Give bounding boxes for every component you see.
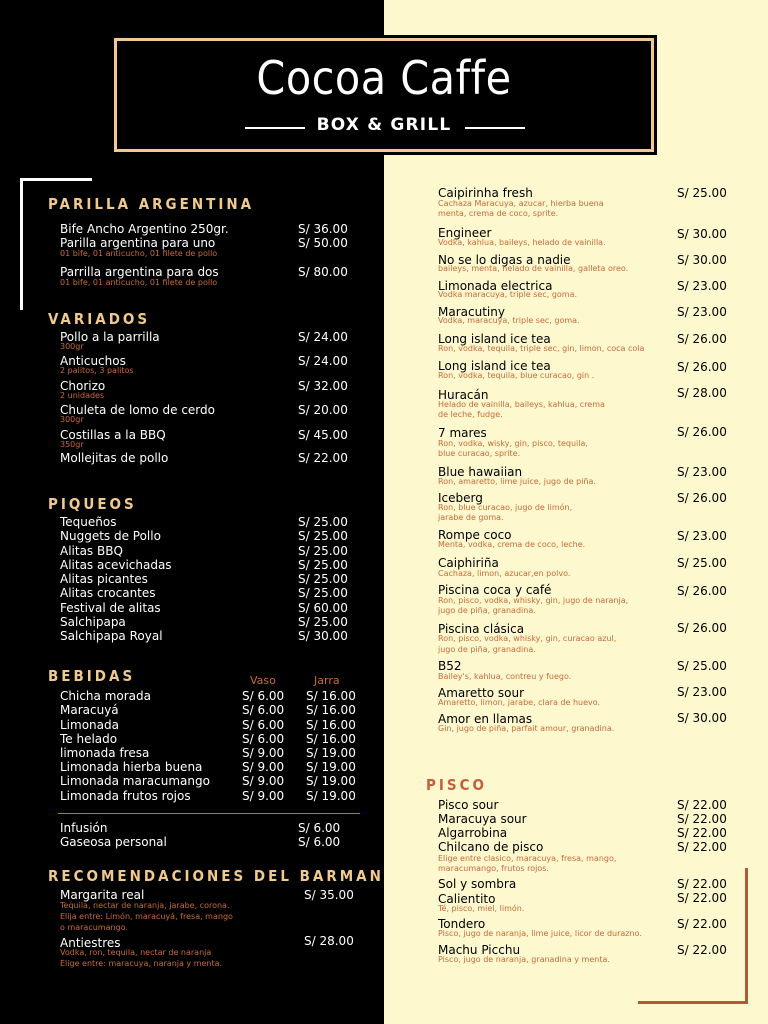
cocktail-description: Menta, vodka, crema de coco, leche. <box>438 540 586 549</box>
menu-item-price: S/ 45.00 <box>298 428 348 442</box>
brand-title: Cocoa Caffe <box>256 51 512 105</box>
cocktail-price: S/ 26.00 <box>677 621 727 635</box>
cocktail-name: Caipirinha fresh <box>438 186 533 200</box>
pisco-item-name: Calientito <box>438 892 496 906</box>
menu-item-name: Chuleta de lomo de cerdo <box>60 403 215 417</box>
menu-item-description: Elige entre: maracuya, naranja y menta. <box>60 959 223 968</box>
menu-item-price: S/ 25.00 <box>298 515 348 529</box>
cocktail-description: Ron, vodka, tequila, blue curacao, gin . <box>438 371 595 380</box>
menu-item-name: Alitas BBQ <box>60 544 123 558</box>
drink-price-vaso: S/ 9.00 <box>242 789 285 803</box>
pisco-item-description: Pisco, jugo de naranja, granadina y menta. <box>438 955 610 964</box>
pisco-item-name: Algarrobina <box>438 826 508 840</box>
cocktail-description: jugo de piña, granadina. <box>438 606 536 615</box>
cocktail-description: Ron, pisco, vodka, whisky, gin, jugo de naranja, <box>438 596 629 605</box>
cocktail-price: S/ 26.00 <box>677 360 727 374</box>
menu-item-price: S/ 20.00 <box>298 403 348 417</box>
pisco-item-name: Tondero <box>438 917 486 931</box>
menu-item-name: Alitas acevichadas <box>60 558 172 572</box>
menu-item-name: Alitas crocantes <box>60 586 156 600</box>
cocktail-name: B52 <box>438 659 462 673</box>
menu-item-price: S/ 25.00 <box>298 615 348 629</box>
pisco-item-name: Sol y sombra <box>438 877 517 891</box>
pisco-item-description: Té, pisco, miel, limón. <box>438 904 525 913</box>
menu-item-description: 2 unidades <box>60 391 105 400</box>
menu-item-name: Tequeños <box>60 515 117 529</box>
pisco-item-name: Machu Picchu <box>438 943 521 957</box>
drink-price-jarra: S/ 16.00 <box>306 689 356 703</box>
cocktail-name: Long island ice tea <box>438 359 551 373</box>
pisco-item-price: S/ 22.00 <box>677 917 727 931</box>
cocktail-name: Piscina coca y café <box>438 583 552 597</box>
menu-item-price: S/ 35.00 <box>304 888 354 902</box>
cocktail-price: S/ 26.00 <box>677 584 727 598</box>
cocktail-price: S/ 23.00 <box>677 685 727 699</box>
brand-header <box>114 38 654 152</box>
cocktail-name: Engineer <box>438 226 492 240</box>
drink-name: Gaseosa personal <box>60 835 167 849</box>
cocktail-description: jugo de piña, granadina. <box>438 645 536 654</box>
cocktail-price: S/ 30.00 <box>677 227 727 241</box>
menu-item-description: 01 bife, 01 anticucho, 01 filete de pollo <box>60 278 218 287</box>
cocktail-name: Blue hawaiian <box>438 465 523 479</box>
cocktail-price: S/ 23.00 <box>677 279 727 293</box>
cocktail-name: Huracán <box>438 388 489 402</box>
drink-name: Limonada frutos rojos <box>60 789 191 803</box>
cocktail-description: Vodka maracuya, triple sec, goma. <box>438 290 578 299</box>
drink-name: Limonada <box>60 718 119 732</box>
frame-corner-top-left-vertical <box>20 178 23 310</box>
menu-item-name: Anticuchos <box>60 354 126 368</box>
menu-item-price: S/ 25.00 <box>298 544 348 558</box>
menu-item-name: Nuggets de Pollo <box>60 529 161 543</box>
cocktail-description: Bailey's, kahlua, contreu y fuego. <box>438 672 572 681</box>
pisco-item-price: S/ 22.00 <box>677 826 727 840</box>
cocktail-description: baileys, menta, helado de vainilla, galleta oreo. <box>438 264 629 273</box>
column-header-jarra: Jarra <box>314 674 340 687</box>
cocktail-price: S/ 23.00 <box>677 465 727 479</box>
menu-item-price: S/ 80.00 <box>298 265 348 279</box>
cocktail-price: S/ 26.00 <box>677 332 727 346</box>
cocktail-name: Limonada electrica <box>438 279 553 293</box>
menu-item-name: Parilla argentina para uno <box>60 236 216 250</box>
section-divider <box>58 813 360 814</box>
cocktail-description: Cachaza Maracuya, azucar, hierba buena <box>438 199 604 208</box>
menu-item-name: Margarita real <box>60 888 145 902</box>
menu-item-price: S/ 50.00 <box>298 236 348 250</box>
cocktail-price: S/ 28.00 <box>677 386 727 400</box>
menu-item-name: Salchipapa Royal <box>60 629 163 643</box>
drink-price-vaso: S/ 6.00 <box>242 718 285 732</box>
cocktail-description: Gin, jugo de piña, parfait amour, granadina. <box>438 724 615 733</box>
pisco-item-price: S/ 22.00 <box>677 891 727 905</box>
pisco-item-name: Chilcano de pisco <box>438 840 544 854</box>
drink-name: Limonada hierba buena <box>60 760 203 774</box>
cocktail-price: S/ 23.00 <box>677 529 727 543</box>
menu-item-price: S/ 22.00 <box>298 451 348 465</box>
cocktail-name: Maracutiny <box>438 305 505 319</box>
section-heading-pisco: PISCO <box>426 776 487 794</box>
menu-item-name: Antiestres <box>60 936 121 950</box>
cocktail-description: Cachaza, limon, azucar,en polvo. <box>438 569 571 578</box>
menu-item-price: S/ 28.00 <box>304 934 354 948</box>
section-heading-variados: VARIADOS <box>48 310 151 328</box>
drink-name: Te helado <box>60 732 118 746</box>
cocktail-description: blue curacao, sprite. <box>438 449 521 458</box>
menu-item-description: 300gr <box>60 415 84 424</box>
menu-item-name: Pollo a la parrilla <box>60 330 160 344</box>
cocktail-description: Vodka, maracuya, triple sec, goma. <box>438 316 580 325</box>
menu-item-description: Vodka, ron, tequila, nectar de naranja <box>60 948 212 957</box>
drink-price: S/ 6.00 <box>298 835 341 849</box>
menu-item-price: S/ 60.00 <box>298 601 348 615</box>
drink-price-jarra: S/ 16.00 <box>306 703 356 717</box>
menu-item-name: Bife Ancho Argentino 250gr. <box>60 222 229 236</box>
drink-price: S/ 6.00 <box>298 821 341 835</box>
menu-item-price: S/ 25.00 <box>298 586 348 600</box>
cocktail-name: Iceberg <box>438 491 483 505</box>
frame-corner-bottom-right-vertical <box>745 868 748 1004</box>
section-heading-bebidas: BEBIDAS <box>48 667 136 685</box>
menu-item-price: S/ 32.00 <box>298 379 348 393</box>
cocktail-description: Vodka, kahlua, baileys, helado de vainilla. <box>438 238 606 247</box>
cocktail-name: Long island ice tea <box>438 332 551 346</box>
drink-price-jarra: S/ 19.00 <box>306 760 356 774</box>
menu-item-name: Chorizo <box>60 379 106 393</box>
menu-item-description: Elija entre: Limón, maracuyá, fresa, mango <box>60 912 233 921</box>
pisco-item-name: Pisco sour <box>438 798 499 812</box>
pisco-item-description: maracumango, frutos rojos. <box>438 864 549 873</box>
menu-item-description: Tequila, nectar de naranja, jarabe, corona. <box>60 901 230 910</box>
cocktail-description: jarabe de goma. <box>438 513 504 522</box>
menu-item-price: S/ 30.00 <box>298 629 348 643</box>
drink-name: Maracuyá <box>60 703 119 717</box>
menu-item-price: S/ 36.00 <box>298 222 348 236</box>
drink-price-vaso: S/ 6.00 <box>242 703 285 717</box>
cocktail-name: 7 mares <box>438 426 487 440</box>
pisco-item-price: S/ 22.00 <box>677 812 727 826</box>
drink-price-vaso: S/ 9.00 <box>242 760 285 774</box>
cocktail-price: S/ 30.00 <box>677 253 727 267</box>
cocktail-price: S/ 25.00 <box>677 659 727 673</box>
cocktail-price: S/ 26.00 <box>677 491 727 505</box>
cocktail-description: Ron, pisco, vodka, whisky, gin, curacao azul, <box>438 634 617 643</box>
drink-name: Infusión <box>60 821 108 835</box>
pisco-item-description: Pisco, jugo de naranja, lime juice, licor de durazno. <box>438 929 642 938</box>
pisco-item-price: S/ 22.00 <box>677 840 727 854</box>
cocktail-name: No se lo digas a nadie <box>438 253 571 267</box>
section-heading-barman: RECOMENDACIONES DEL BARMAN <box>48 867 384 885</box>
menu-item-description: 350gr <box>60 440 84 449</box>
pisco-item-name: Maracuya sour <box>438 812 527 826</box>
cocktail-name: Rompe coco <box>438 528 512 542</box>
drink-name: limonada fresa <box>60 746 150 760</box>
cocktail-description: Ron, amaretto, lime juice, jugo de piña. <box>438 477 596 486</box>
menu-item-name: Festival de alitas <box>60 601 161 615</box>
cocktail-name: Amor en llamas <box>438 712 533 726</box>
column-header-vaso: Vaso <box>250 674 276 687</box>
menu-item-description: o maracumango. <box>60 923 128 932</box>
cocktail-name: Amaretto sour <box>438 686 525 700</box>
drink-name: Chicha morada <box>60 689 151 703</box>
cocktail-description: Ron, vodka, tequila, triple sec, gin, limon, coca cola <box>438 344 645 353</box>
cocktail-price: S/ 26.00 <box>677 425 727 439</box>
brand-subtitle: BOX & GRILL <box>316 115 452 135</box>
menu-item-description: 300gr <box>60 342 84 351</box>
drink-price-vaso: S/ 9.00 <box>242 774 285 788</box>
cocktail-price: S/ 30.00 <box>677 711 727 725</box>
cocktail-description: menta, crema de coco, sprite. <box>438 209 559 218</box>
drink-price-vaso: S/ 6.00 <box>242 732 285 746</box>
menu-item-price: S/ 25.00 <box>298 558 348 572</box>
drink-price-jarra: S/ 19.00 <box>306 746 356 760</box>
menu-item-price: S/ 24.00 <box>298 330 348 344</box>
drink-price-jarra: S/ 16.00 <box>306 732 356 746</box>
menu-item-name: Salchipapa <box>60 615 126 629</box>
pisco-item-description: Elige entre clasico, maracuya, fresa, mango, <box>438 854 617 863</box>
drink-price-jarra: S/ 19.00 <box>306 789 356 803</box>
drink-price-vaso: S/ 9.00 <box>242 746 285 760</box>
menu-item-name: Alitas picantes <box>60 572 148 586</box>
cocktail-description: Ron, vodka, wisky, gin, pisco, tequila, <box>438 439 588 448</box>
section-heading-parilla: PARILLA ARGENTINA <box>48 195 255 213</box>
cocktail-name: Piscina clásica <box>438 622 525 636</box>
menu-item-price: S/ 25.00 <box>298 529 348 543</box>
menu-item-description: 2 palitos, 3 palitos <box>60 366 134 375</box>
drink-price-jarra: S/ 16.00 <box>306 718 356 732</box>
drink-name: Limonada maracumango <box>60 774 210 788</box>
pisco-item-price: S/ 22.00 <box>677 798 727 812</box>
cocktail-description: Ron, blue curacao, jugo de limón, <box>438 503 573 512</box>
cocktail-description: Helado de vainilla, baileys, kahlua, crema <box>438 400 605 409</box>
menu-item-price: S/ 25.00 <box>298 572 348 586</box>
section-heading-piqueos: PIQUEOS <box>48 495 137 513</box>
cocktail-description: de leche, fudge. <box>438 410 503 419</box>
pisco-item-price: S/ 22.00 <box>677 877 727 891</box>
subtitle-rule-right <box>465 127 525 129</box>
menu-item-name: Mollejitas de pollo <box>60 451 169 465</box>
pisco-item-price: S/ 22.00 <box>677 943 727 957</box>
cocktail-price: S/ 25.00 <box>677 556 727 570</box>
cocktail-price: S/ 23.00 <box>677 305 727 319</box>
drink-price-jarra: S/ 19.00 <box>306 774 356 788</box>
cocktail-price: S/ 25.00 <box>677 186 727 200</box>
frame-corner-top-left <box>20 178 92 181</box>
menu-item-name: Costillas a la BBQ <box>60 428 166 442</box>
menu-item-description: 01 bife, 01 anticucho, 01 filete de pollo <box>60 249 218 258</box>
menu-item-price: S/ 24.00 <box>298 354 348 368</box>
menu-item-name: Parrilla argentina para dos <box>60 265 219 279</box>
drink-price-vaso: S/ 6.00 <box>242 689 285 703</box>
frame-corner-bottom-right <box>638 1001 748 1004</box>
cocktail-description: Amaretto, limon, jarabe, clara de huevo. <box>438 698 601 707</box>
cocktail-name: Caiphiriña <box>438 556 499 570</box>
